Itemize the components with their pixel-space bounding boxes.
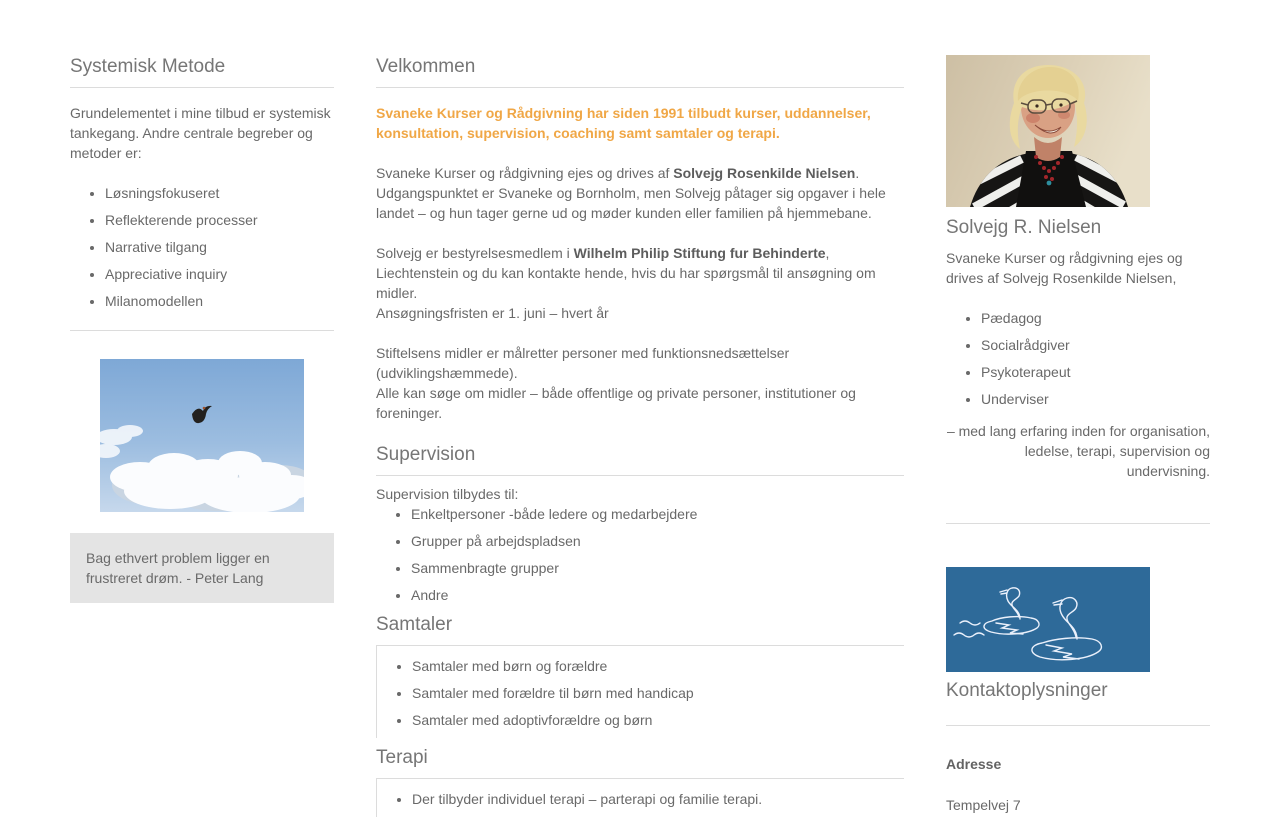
supervision-list	[376, 504, 904, 605]
deadline-text: Ansøgningsfristen er 1. juni – hvert år	[376, 305, 609, 321]
roles-list	[946, 308, 1210, 409]
velkommen-heading: Velkommen	[376, 56, 476, 77]
divider	[376, 87, 904, 88]
terapi-list	[376, 779, 904, 817]
list-item: • Grupper på arbejdspladsen	[411, 531, 904, 551]
quote-box	[70, 533, 334, 603]
divider	[376, 475, 904, 476]
experience-text: – med lang erfaring inden for organisation, ledelse, terapi, supervision og undervisning.	[946, 423, 1210, 479]
right-intro-text: Svaneke Kurser og rådgivning ejes og drives af Solvejg Rosenkilde Nielsen,	[946, 250, 1183, 286]
left-sidebar	[70, 55, 334, 825]
list-item: • Andre	[411, 585, 904, 605]
systemisk-metode-heading: Systemisk Metode	[70, 56, 226, 77]
list-item: • Løsningsfokuseret	[105, 183, 334, 203]
list-item: • Sammenbragte grupper	[411, 558, 904, 578]
stiftung-name-bold: Wilhelm Philip Stiftung fur Behinderte	[573, 245, 826, 261]
list-item: • Pædagog	[981, 308, 1210, 328]
main-content	[376, 55, 904, 825]
text-segment: Alle kan søge om midler – både offentlige og private personer, institutioner og foreninger.	[376, 385, 856, 421]
systemisk-intro-text: Grundelementet i mine tilbud er systemisk tankegang. Andre centrale begreber og metoder er:	[70, 105, 331, 161]
divider	[946, 523, 1210, 524]
samtaler-heading: Samtaler	[376, 614, 453, 635]
text-segment: , Liechtenstein og du kan kontakte hende, hvis du har spørgsmål til ansøgning om midler.	[376, 245, 876, 301]
list-item: • Samtaler med forældre til børn med handicap	[412, 683, 904, 703]
list-item: • Psykoterapeut	[981, 362, 1210, 382]
list-item: • Narrative tilgang	[105, 237, 334, 257]
terapi-heading: Terapi	[376, 747, 428, 768]
list-item: • Underviser	[981, 389, 1210, 409]
quote-text: Bag ethvert problem ligger en frustreret drøm. - Peter Lang	[86, 550, 270, 586]
lead-paragraph: Svaneke Kurser og Rådgivning har siden 1991 tilbudt kurser, uddannelser, konsultation, supervision, coaching samt samtaler og terapi.	[376, 105, 871, 141]
sky-with-bird-image	[100, 359, 304, 512]
stiftung-paragraph	[376, 243, 904, 323]
divider	[70, 330, 334, 331]
methods-list	[70, 183, 334, 311]
address-line: Tempelvej 7	[946, 797, 1021, 813]
owner-paragraph	[376, 163, 904, 223]
swan-logo-image	[946, 567, 1150, 672]
sky-with-bird-photo	[70, 359, 334, 512]
right-sidebar	[946, 55, 1210, 825]
text-segment: Stiftelsens midler er målretter personer med funktionsnedsættelser (udviklingshæmmede).	[376, 345, 790, 381]
solvejg-portrait-photo	[946, 55, 1210, 212]
swan-logo	[946, 567, 1210, 677]
kontakt-heading: Kontaktoplysninger	[946, 680, 1108, 701]
list-item: • Reflekterende processer	[105, 210, 334, 230]
list-item: • Enkeltpersoner -både ledere og medarbejdere	[411, 504, 904, 524]
midler-paragraph	[376, 343, 904, 423]
list-item: • Appreciative inquiry	[105, 264, 334, 284]
solvejg-name-heading: Solvejg R. Nielsen	[946, 217, 1102, 238]
address-label: Adresse	[946, 756, 1002, 772]
supervision-heading: Supervision	[376, 444, 476, 465]
owner-name-bold: Solvejg Rosenkilde Nielsen	[673, 165, 856, 181]
list-item: • Der tilbyder individuel terapi – parterapi og familie terapi.	[412, 789, 904, 809]
text-segment: Svaneke Kurser og rådgivning ejes og drives af	[376, 165, 674, 181]
list-item: • Milanomodellen	[105, 291, 334, 311]
text-segment: Solvejg er bestyrelsesmedlem i	[376, 245, 574, 261]
list-item: • Samtaler med adoptivforældre og børn	[412, 710, 904, 730]
samtaler-list	[376, 646, 904, 738]
text-segment: . Udgangspunktet er Svaneke og Bornholm, men Solvejg påtager sig opgaver i hele landet – og hun tager gerne ud og møder kunden eller familien på hjemmebane.	[376, 165, 886, 221]
portrait-image	[946, 55, 1150, 207]
divider	[946, 725, 1210, 726]
divider	[70, 87, 334, 88]
list-item: • Socialrådgiver	[981, 335, 1210, 355]
list-item: • Samtaler med børn og forældre	[412, 656, 904, 676]
supervision-intro: Supervision tilbydes til:	[376, 486, 519, 502]
